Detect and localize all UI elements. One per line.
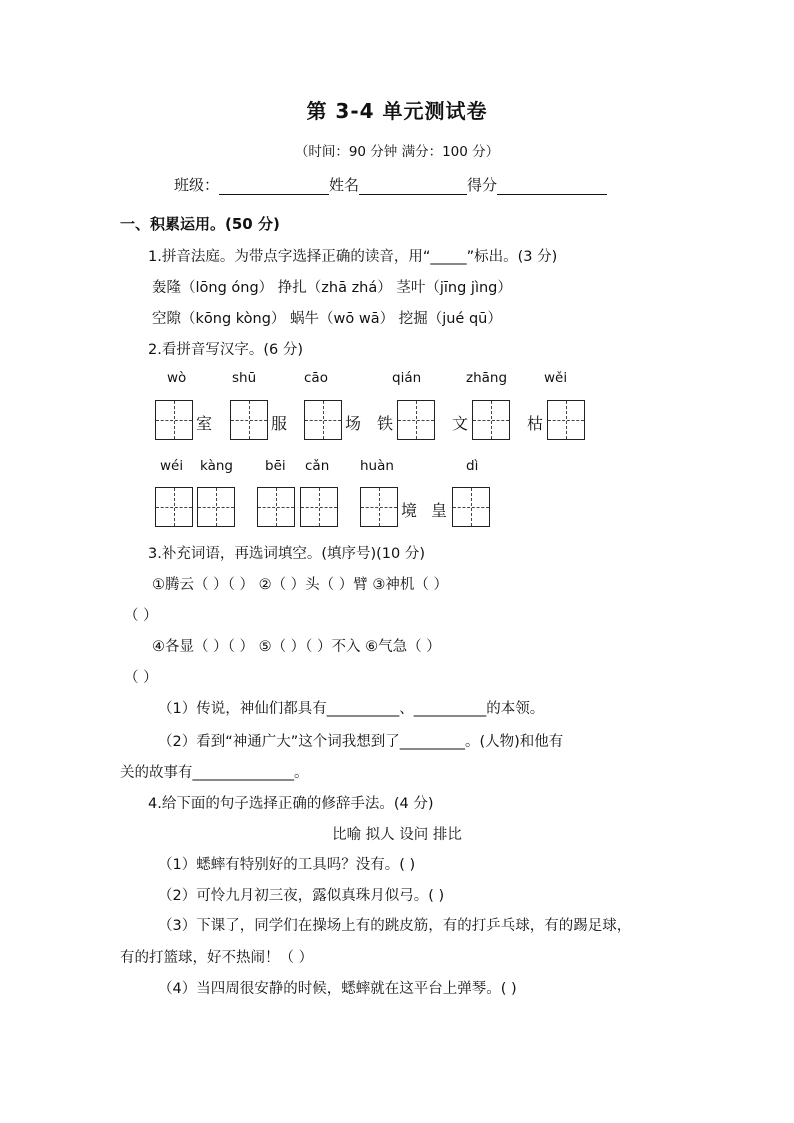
pinyin: zhāng: [466, 370, 508, 386]
q3-idioms-line2: ④各显（ ）（ ） ⑤（ ）（ ）不入 ⑥气急（ ）: [152, 639, 441, 655]
pinyin: qián: [392, 370, 422, 386]
given-char: 枯: [527, 414, 544, 433]
exam-time-and-score: （时间：90 分钟 满分：100 分）: [294, 144, 500, 160]
page-title: 第 3-4 单元测试卷: [306, 99, 488, 123]
pinyin: cǎn: [305, 458, 330, 474]
pinyin: wò: [167, 370, 187, 386]
pinyin: shū: [232, 370, 257, 386]
pinyin: dì: [466, 458, 479, 474]
writing-grid-box[interactable]: [472, 400, 510, 440]
writing-grid-box[interactable]: [360, 487, 398, 527]
q3-idioms-line2-cont: （ ）: [124, 670, 158, 686]
writing-grid-box[interactable]: [155, 487, 193, 527]
given-char: 服: [271, 414, 288, 433]
section-heading: 一、积累运用。(50 分): [120, 215, 280, 233]
score-blank[interactable]: [497, 178, 607, 195]
writing-grid-box[interactable]: [397, 400, 435, 440]
given-char: 铁: [377, 414, 394, 433]
q3-idioms-line1-cont: （ ）: [124, 608, 158, 624]
q4-sentence3-cont: 有的打篮球，好不热闹！（ ）: [120, 950, 314, 966]
given-char: 文: [452, 414, 469, 433]
pinyin: bēi: [265, 458, 286, 474]
q4-stem: 4.给下面的句子选择正确的修辞手法。(4 分): [148, 796, 434, 812]
writing-grid-box[interactable]: [197, 487, 235, 527]
name-label: 姓名: [329, 176, 360, 194]
name-blank[interactable]: [359, 178, 467, 195]
q1-row2: 空隙（kōng kòng） 蜗牛（wō wā） 挖掘（jué qū）: [152, 311, 502, 327]
q4-sentence4: （4）当四周很安静的时候，蟋蟀就在这平台上弹琴。( ): [158, 981, 517, 997]
q4-options: 比喻 拟人 设问 排比: [332, 827, 462, 843]
class-label: 班级：: [174, 176, 220, 194]
given-char: 室: [196, 414, 213, 433]
q4-sentence1: （1）蟋蟀有特别好的工具吗？没有。( ): [158, 857, 416, 873]
q3-idioms-line1: ①腾云（ ）（ ） ②（ ）头（ ）臂 ③神机（ ）: [152, 577, 449, 593]
q1-stem: 1.拼音法庭。为带点字选择正确的读音，用“_____”标出。(3 分): [148, 249, 558, 265]
pinyin: kàng: [200, 458, 233, 474]
q3-sentence2-cont: 关的故事有______________。: [120, 765, 309, 781]
q3-stem: 3.补充词语，再选词填空。(填序号)(10 分): [148, 546, 426, 562]
q1-row1: 轰隆（lōng óng） 挣扎（zhā zhá） 茎叶（jīng jìng）: [152, 280, 512, 296]
pinyin: wéi: [160, 458, 184, 474]
writing-grid-box[interactable]: [304, 400, 342, 440]
pinyin: cāo: [304, 370, 328, 386]
writing-grid-box[interactable]: [155, 400, 193, 440]
writing-grid-box[interactable]: [452, 487, 490, 527]
writing-grid-box[interactable]: [300, 487, 338, 527]
writing-grid-box[interactable]: [257, 487, 295, 527]
pinyin: wěi: [544, 370, 568, 386]
writing-grid-box[interactable]: [547, 400, 585, 440]
q3-sentence1: （1）传说，神仙们都具有__________、__________的本领。: [158, 701, 545, 717]
class-blank[interactable]: [219, 178, 329, 195]
given-char: 境: [401, 501, 418, 520]
q3-sentence2: （2）看到“神通广大”这个词我想到了_________。(人物)和他有: [158, 734, 564, 750]
q4-sentence3: （3）下课了，同学们在操场上有的跳皮筋，有的打乒乓球，有的踢足球，: [158, 918, 632, 934]
given-char: 皇: [431, 501, 448, 520]
pinyin: huàn: [360, 458, 394, 474]
writing-grid-box[interactable]: [230, 400, 268, 440]
q2-stem: 2.看拼音写汉字。(6 分): [148, 342, 303, 358]
score-label: 得分: [467, 176, 498, 194]
q4-sentence2: （2）可怜九月初三夜，露似真珠月似弓。( ): [158, 888, 445, 904]
given-char: 场: [345, 414, 362, 433]
student-info-fields: [174, 174, 607, 195]
